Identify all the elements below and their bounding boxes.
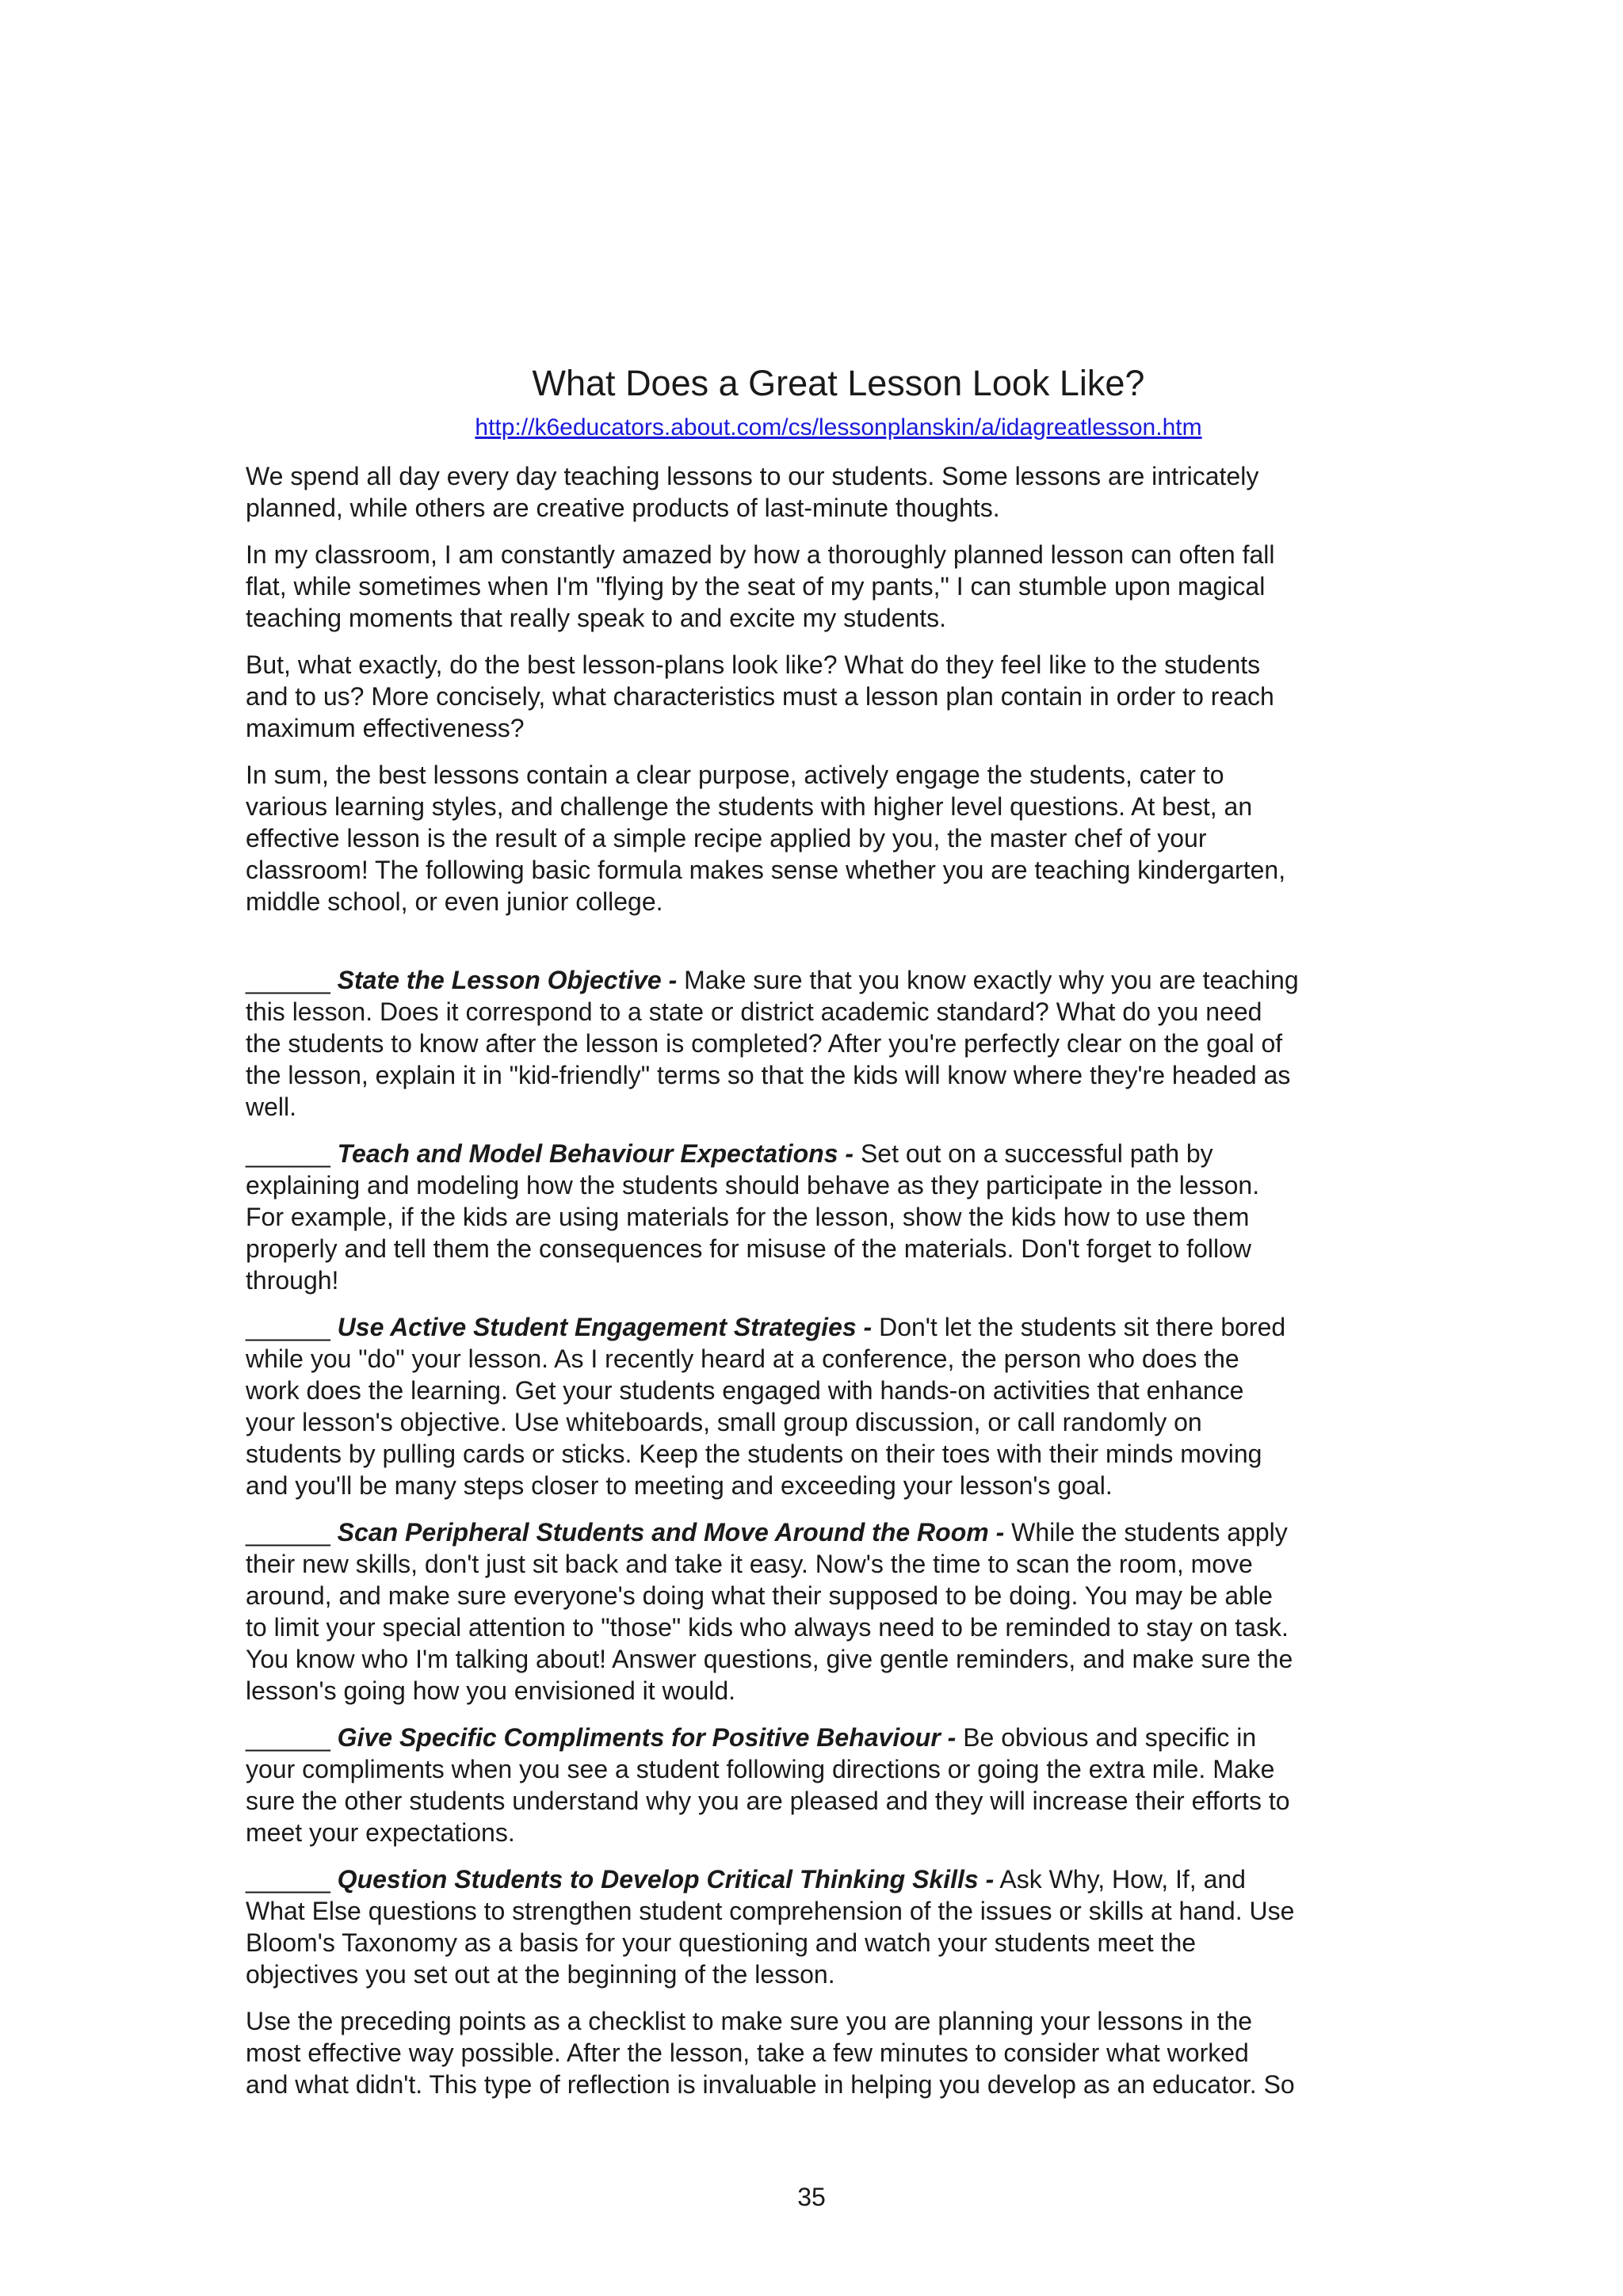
source-url-link[interactable]: http://k6educators.about.com/cs/lessonplanskin/a/idagreatlesson.htm	[475, 414, 1202, 441]
intro-paragraph	[246, 460, 1396, 524]
checklist-item-heading: Use Active Student Engagement Strategies -	[337, 1312, 873, 1341]
text-line: and you'll be many steps closer to meeting and exceeding your lesson's goal.	[246, 1470, 1113, 1500]
checklist-item-heading: State the Lesson Objective -	[337, 965, 678, 994]
checklist-item-first-line	[246, 1863, 1396, 1895]
checklist-item	[246, 1722, 1396, 1848]
text-line: maximum effectiveness?	[246, 713, 525, 742]
text-line: properly and tell them the consequences for misuse of the materials. Don't forget to follow	[246, 1234, 1251, 1263]
intro-paragraph	[246, 759, 1396, 917]
text-line: your compliments when you see a student following directions or going the extra mile. Make	[246, 1754, 1275, 1783]
checklist-item-heading: Scan Peripheral Students and Move Around the Room -	[337, 1517, 1005, 1547]
checklist-item	[246, 1516, 1396, 1707]
checklist-blank: ______	[246, 1517, 330, 1547]
text-line: well.	[246, 1092, 297, 1121]
text-line: their new skills, don't just sit back and take it easy. Now's the time to scan the room, move	[246, 1549, 1253, 1578]
checklist-item-first-line	[246, 1311, 1396, 1343]
closing-paragraph	[246, 2005, 1396, 2100]
text-line: flat, while sometimes when I'm "flying by the seat of my pants," I can stumble upon magical	[246, 571, 1266, 601]
text-line: most effective way possible. After the lesson, take a few minutes to consider what worked	[246, 2038, 1249, 2067]
text-line: and what didn't. This type of reflection is invaluable in helping you develop as an educator. So	[246, 2069, 1295, 2099]
text-line: through!	[246, 1265, 339, 1295]
text-line: effective lesson is the result of a simple recipe applied by you, the master chef of your	[246, 823, 1207, 852]
text-line: the lesson, explain it in "kid-friendly" terms so that the kids will know where they're headed as	[246, 1060, 1291, 1089]
text-line: In my classroom, I am constantly amazed by how a thoroughly planned lesson can often fall	[246, 540, 1275, 569]
checklist-item-heading: Give Specific Compliments for Positive Behaviour -	[337, 1722, 957, 1752]
checklist-item	[246, 1863, 1396, 1990]
document-page	[246, 360, 1396, 2115]
text-line: But, what exactly, do the best lesson-plans look like? What do they feel like to the students	[246, 650, 1261, 679]
text-line: to limit your special attention to "those" kids who always need to be reminded to stay on task.	[246, 1612, 1289, 1642]
text-line: while you "do" your lesson. As I recently heard at a conference, the person who does the	[246, 1344, 1239, 1373]
checklist-blank: ______	[246, 1722, 330, 1752]
text-line: the students to know after the lesson is completed? After you're perfectly clear on the goal of	[246, 1028, 1283, 1058]
text-line: In sum, the best lessons contain a clear purpose, actively engage the students, cater to	[246, 760, 1224, 789]
text-line: sure the other students understand why you are pleased and they will increase their efforts to	[246, 1786, 1290, 1815]
checklist-item-heading: Teach and Model Behaviour Expectations -	[337, 1138, 854, 1168]
text-line: classroom! The following basic formula makes sense whether you are teaching kindergarten,	[246, 855, 1286, 884]
text-line: teaching moments that really speak to and excite my students.	[246, 603, 947, 632]
checklist-section	[246, 964, 1396, 1990]
checklist-item-text: While the students apply	[1011, 1517, 1288, 1547]
checklist-item	[246, 964, 1396, 1123]
checklist-item-first-line	[246, 964, 1396, 996]
text-line: work does the learning. Get your students engaged with hands-on activities that enhance	[246, 1375, 1244, 1405]
text-line: What Else questions to strengthen student comprehension of the issues or skills at hand. Use	[246, 1896, 1295, 1925]
checklist-item-heading: Question Students to Develop Critical Thinking Skills -	[337, 1864, 995, 1894]
checklist-item-text: Be obvious and specific in	[963, 1722, 1257, 1752]
text-line: students by pulling cards or sticks. Keep the students on their toes with their minds moving	[246, 1439, 1262, 1468]
text-line: meet your expectations.	[246, 1817, 515, 1847]
section-spacer	[246, 933, 1396, 964]
intro-section	[246, 460, 1396, 917]
text-line: various learning styles, and challenge the students with higher level questions. At best, an	[246, 791, 1253, 821]
checklist-item-first-line	[246, 1722, 1396, 1753]
checklist-blank: ______	[246, 965, 330, 994]
text-line: objectives you set out at the beginning of the lesson.	[246, 1959, 835, 1989]
checklist-item-first-line	[246, 1516, 1396, 1548]
checklist-item	[246, 1311, 1396, 1501]
page-title: What Does a Great Lesson Look Like?	[532, 363, 1145, 403]
text-line: Bloom's Taxonomy as a basis for your questioning and watch your students meet the	[246, 1928, 1197, 1957]
text-line: explaining and modeling how the students should behave as they participate in the lesson.	[246, 1170, 1260, 1199]
checklist-item-text: Set out on a successful path by	[860, 1138, 1213, 1168]
text-line: planned, while others are creative products of last-minute thoughts.	[246, 493, 1000, 522]
checklist-item-first-line	[246, 1138, 1396, 1169]
checklist-blank: ______	[246, 1864, 330, 1894]
text-line: middle school, or even junior college.	[246, 887, 663, 916]
text-line: Use the preceding points as a checklist to make sure you are planning your lessons in the	[246, 2006, 1253, 2035]
text-line: lesson's going how you envisioned it would.	[246, 1676, 736, 1705]
text-line: and to us? More concisely, what characteristics must a lesson plan contain in order to reach	[246, 681, 1274, 711]
checklist-item-text: Make sure that you know exactly why you are teaching	[684, 965, 1299, 994]
intro-paragraph	[246, 649, 1396, 744]
checklist-blank: ______	[246, 1138, 330, 1168]
text-line: your lesson's objective. Use whiteboards, small group discussion, or call randomly on	[246, 1407, 1202, 1436]
intro-paragraph	[246, 539, 1396, 634]
text-line: For example, if the kids are using materials for the lesson, show the kids how to use them	[246, 1202, 1250, 1231]
checklist-blank: ______	[246, 1312, 330, 1341]
text-line: We spend all day every day teaching lessons to our students. Some lessons are intricately	[246, 461, 1259, 490]
checklist-item-text: Don't let the students sit there bored	[879, 1312, 1286, 1341]
checklist-item-text: Ask Why, How, If, and	[999, 1864, 1246, 1894]
checklist-item	[246, 1138, 1396, 1296]
text-line: You know who I'm talking about! Answer questions, give gentle reminders, and make sure the	[246, 1644, 1293, 1673]
text-line: around, and make sure everyone's doing what their supposed to be doing. You may be able	[246, 1581, 1273, 1610]
page-number: 35	[797, 2183, 826, 2211]
text-line: this lesson. Does it correspond to a state or district academic standard? What do you need	[246, 997, 1262, 1026]
